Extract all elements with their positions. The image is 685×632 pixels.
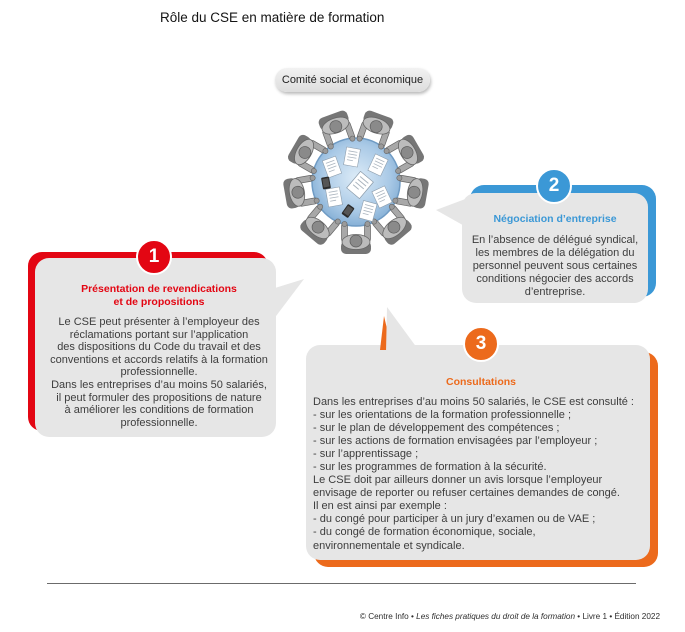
body-line: professionnelle. bbox=[120, 366, 198, 379]
body-line: d’entreprise. bbox=[524, 285, 586, 298]
callout-1-title bbox=[40, 283, 278, 308]
body-line: Le CSE peut présenter à l’employeur des bbox=[58, 316, 260, 328]
body-line: envisage de reporter ou refuser certaines demandes de congé. bbox=[313, 487, 620, 500]
body-line: - sur le plan de développement des compétences ; bbox=[313, 421, 560, 434]
body-line: Dans les entreprises d’au moins 50 salariés, le CSE est consulté : bbox=[313, 395, 634, 408]
body-line: les membres de la délégation du bbox=[475, 246, 635, 259]
callout-1-body bbox=[40, 316, 278, 429]
body-line: - sur l’apprentissage ; bbox=[313, 447, 419, 460]
callout-2-body bbox=[462, 234, 648, 299]
footer-separator: • bbox=[411, 612, 414, 621]
footer bbox=[360, 611, 660, 622]
body-line: personnel peuvent sous certaines bbox=[472, 259, 638, 272]
document-icon bbox=[344, 147, 361, 167]
callout-3-body bbox=[313, 396, 634, 553]
body-line: des dispositions du Code du travail et des bbox=[57, 341, 261, 354]
footer-publication: Les fiches pratiques du droit de la formation bbox=[416, 612, 576, 621]
callout-1-number-badge: 1 bbox=[136, 239, 172, 275]
document-icon bbox=[326, 187, 343, 207]
title-line: Négociation d’entreprise bbox=[493, 212, 617, 225]
footer-edition: Édition 2022 bbox=[614, 612, 660, 621]
body-line: professionnelle. bbox=[120, 416, 198, 429]
body-line: à améliorer les conditions de formation bbox=[64, 404, 254, 417]
callout-2-title bbox=[462, 213, 648, 226]
footer-divider bbox=[47, 583, 636, 584]
title-line: et de propositions bbox=[113, 295, 205, 308]
body-line: conventions et accords relatifs à la formation bbox=[50, 353, 268, 366]
body-line: il peut formuler des propositions de nature bbox=[56, 391, 262, 404]
round-table-meeting-icon bbox=[270, 107, 432, 259]
body-line: Dans les entreprises d’au moins 50 salariés, bbox=[51, 378, 267, 391]
title-line: Présentation de revendications bbox=[81, 283, 237, 295]
footer-separator: • bbox=[609, 612, 613, 621]
body-line: - du congé de formation économique, sociale, bbox=[313, 526, 536, 539]
footer-separator: • bbox=[577, 612, 581, 621]
body-line: - sur les orientations de la formation professionnelle ; bbox=[313, 408, 572, 421]
title-line: Consultations bbox=[446, 375, 516, 388]
body-line: En l’absence de délégué syndical, bbox=[471, 233, 639, 246]
body-line: conditions négocier des accords bbox=[476, 272, 634, 285]
body-line: - sur les actions de formation envisagées par l’employeur ; bbox=[313, 434, 598, 447]
body-line: - sur les programmes de formation à la sécurité. bbox=[313, 460, 547, 473]
body-line: Il en est ainsi par exemple : bbox=[313, 500, 447, 513]
page-title: Rôle du CSE en matière de formation bbox=[160, 10, 385, 25]
footer-copyright: © Centre Info bbox=[359, 612, 409, 621]
body-line: réclamations portant sur l’application bbox=[69, 328, 249, 341]
footer-book: Livre 1 bbox=[582, 612, 608, 621]
center-label-pill: Comité social et économique bbox=[275, 68, 430, 92]
body-line: environnementale et syndicale. bbox=[313, 539, 465, 552]
callout-3-title bbox=[306, 376, 656, 389]
body-line: - du congé pour participer à un jury d’examen ou de VAE ; bbox=[313, 513, 596, 526]
body-line: Le CSE doit par ailleurs donner un avis lorsque l’employeur bbox=[313, 474, 603, 487]
callout-2-number-badge: 2 bbox=[536, 168, 572, 204]
callout-3-number-badge: 3 bbox=[463, 326, 499, 362]
